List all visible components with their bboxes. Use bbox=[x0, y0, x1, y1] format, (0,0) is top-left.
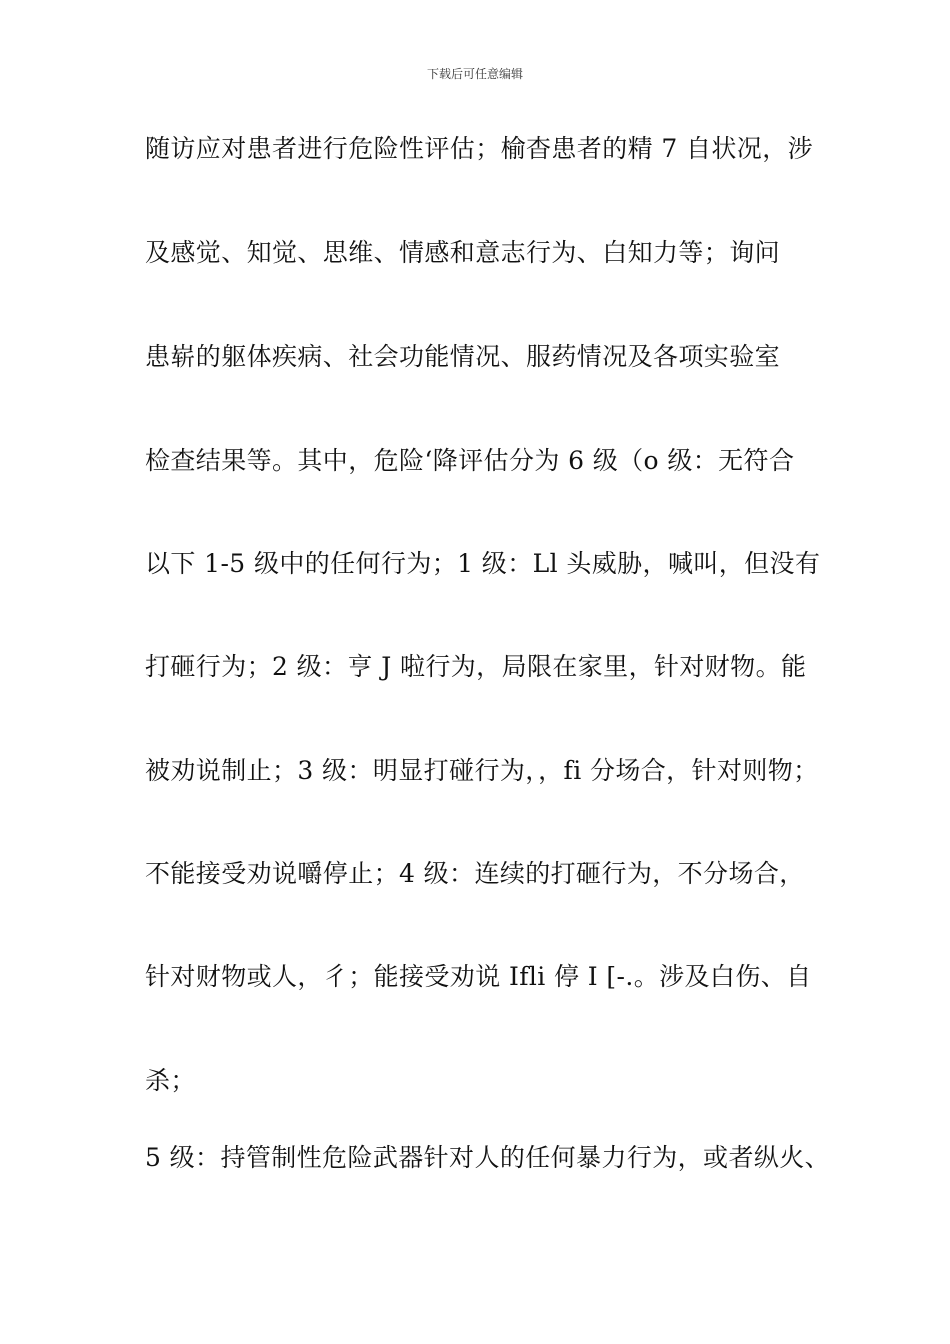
body-line-8: 不能接受劝说嚼停止；4 级：连续的打砸行为，不分场合， bbox=[145, 859, 805, 888]
body-line-1: 随访应对患者进行危险性评估；榆杳患者的精 7 自状况，涉 bbox=[145, 134, 814, 163]
body-line-10: 杀； bbox=[145, 1066, 196, 1095]
page-header: 下载后可任意编辑 bbox=[426, 67, 523, 81]
body-line-9: 针对财物或人，彳；能接受劝说 Ifli 停 I [-.。涉及白伤、自 bbox=[145, 962, 812, 991]
body-line-5: 以下 1-5 级中的任何行为；1 级：Ll 头威胁，喊叫，但没有 bbox=[145, 549, 821, 578]
body-line-3: 患崭的躯体疾病、社会功能情况、服药情况及各项实验室 bbox=[145, 342, 781, 371]
body-line-4: 检查结果等。其中，危险‘降评估分为 6 级（o 级：无符合 bbox=[145, 446, 795, 475]
body-line-2: 及感觉、知觉、思维、情感和意志行为、白知力等；询问 bbox=[145, 238, 781, 267]
body-line-6: 打砸行为；2 级：亨 J 啦行为，局限在家里，针对财物。能 bbox=[145, 652, 807, 681]
body-line-11: 5 级：持管制性危险武器针对人的任何暴力行为，或者纵火、 bbox=[145, 1143, 831, 1172]
body-line-7: 被劝说制止；3 级：明显打碰行为，，fi 分场合，针对则物； bbox=[145, 756, 819, 785]
